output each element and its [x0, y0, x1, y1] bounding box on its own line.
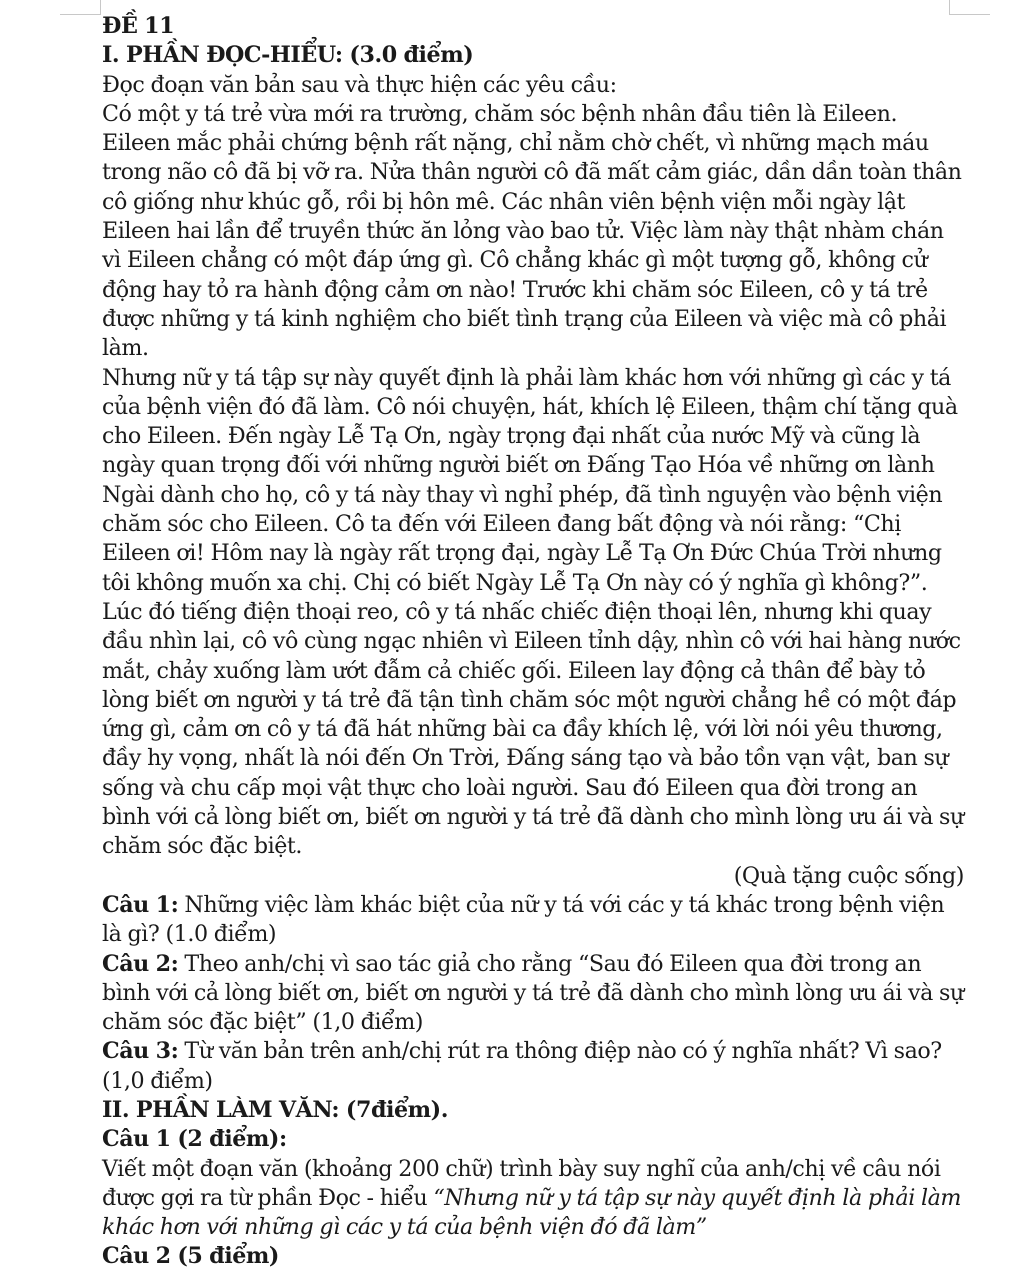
essay-question-1-heading: Câu 1 (2 điểm):: [102, 1126, 287, 1153]
essay-question-1-body: [102, 1155, 964, 1243]
passage-source: (Quà tặng cuộc sống): [733, 862, 964, 889]
reading-question-2: [102, 950, 964, 1038]
document-page: [102, 12, 964, 1270]
essay-question-2-heading-partial: Câu 2 (5 điểm): [102, 1243, 279, 1270]
passage-paragraph-1: Có một y tá trẻ vừa mới ra trường, chăm sóc bệnh nhân đầu tiên là Eileen. Eileen mắc phải chứng bệnh rất nặng, chỉ nằm chờ chết, vì những mạch máu trong não cô đã bị vỡ ra. Nửa thân người cô đã mất cảm giác, dần dần toàn thân cô giống như khúc gỗ, rồi bị hôn mê. Các nhân viên bệnh viện mỗi ngày lật Eileen hai lần để truyền thức ăn lỏng vào bao tử. Việc làm này thật nhàm chán vì Eileen chẳng có một đáp ứng gì. Cô chẳng khác gì một tượng gỗ, không cử động hay tỏ ra hành động cảm ơn nào! Trước khi chăm sóc Eileen, cô y tá trẻ được những y tá kinh nghiệm cho biết tình trạng của Eileen và việc mà cô phải làm.: [102, 100, 962, 362]
reading-question-3: [102, 1037, 964, 1096]
reading-instruction: Đọc đoạn văn bản sau và thực hiện các yêu cầu:: [102, 71, 617, 98]
essay-question-1-quote: “Nhưng nữ y tá tập sự này quyết định là phải làm khác hơn với những gì các y tá của bệnh viện đó đã làm”: [102, 1184, 961, 1241]
page-corner-mark-left: [60, 0, 101, 15]
section-reading-heading: I. PHẦN ĐỌC-HIỂU: (3.0 điểm): [102, 42, 474, 69]
question-text: Từ văn bản trên anh/chị rút ra thông điệp nào có ý nghĩa nhất? Vì sao? (1,0 điểm): [102, 1038, 942, 1094]
reading-question-1: [102, 891, 964, 950]
question-text: Những việc làm khác biệt của nữ y tá với các y tá khác trong bệnh viện là gì? (1.0 điểm): [102, 891, 945, 948]
exam-number: ĐỀ 11: [102, 13, 175, 39]
section-writing-heading: II. PHẦN LÀM VĂN: (7điểm).: [102, 1096, 449, 1123]
essay-question-1-text: Viết một đoạn văn (khoảng 200 chữ) trình bày suy nghĩ của anh/chị về câu nói được gợi ra từ phần Đọc - hiểu: [102, 1155, 941, 1211]
question-text: Theo anh/chị vì sao tác giả cho rằng “Sau đó Eileen qua đời trong an bình với cả lòng biết ơn, biết ơn người y tá trẻ đã dành cho mình lòng ưu ái và sự chăm sóc đặc biệt” (1,0 điểm): [102, 950, 964, 1036]
question-label: Câu 1:: [102, 891, 179, 918]
question-label: Câu 3:: [102, 1038, 179, 1065]
question-label: Câu 2:: [102, 950, 179, 977]
passage-paragraph-2: Nhưng nữ y tá tập sự này quyết định là phải làm khác hơn với những gì các y tá của bệnh viện đó đã làm. Cô nói chuyện, hát, khích lệ Eileen, thậm chí tặng quà cho Eileen. Đến ngày Lễ Tạ Ơn, ngày trọng đại nhất của nước Mỹ và cũng là ngày quan trọng đối với những người biết ơn Đấng Tạo Hóa về những ơn lành Ngài dành cho họ, cô y tá này thay vì nghỉ phép, đã tình nguyện vào bệnh viện chăm sóc cho Eileen. Cô ta đến với Eileen đang bất động và nói rằng: “Chị Eileen ơi! Hôm nay là ngày rất trọng đại, ngày Lễ Tạ Ơn Đức Chúa Trời nhưng tôi không muốn xa chị. Chị có biết Ngày Lễ Tạ Ơn này có ý nghĩa gì không?”.: [102, 364, 958, 596]
passage-paragraph-3: Lúc đó tiếng điện thoại reo, cô y tá nhấc chiếc điện thoại lên, nhưng khi quay đầu nhìn lại, cô vô cùng ngạc nhiên vì Eileen tỉnh dậy, nhìn cô với hai hàng nước mắt, chảy xuống làm ướt đẫm cả chiếc gối. Eileen lay động cả thân để bày tỏ lòng biết ơn người y tá trẻ đã tận tình chăm sóc một người chẳng hề có một đáp ứng gì, cảm ơn cô y tá đã hát những bài ca đầy khích lệ, với lời nói yêu thương, đầy hy vọng, nhất là nói đến Ơn Trời, Đấng sáng tạo và bảo tồn vạn vật, ban sự sống và chu cấp mọi vật thực cho loài người. Sau đó Eileen qua đời trong an bình với cả lòng biết ơn, biết ơn người y tá trẻ đã dành cho mình lòng ưu ái và sự chăm sóc đặc biệt.: [102, 598, 964, 860]
